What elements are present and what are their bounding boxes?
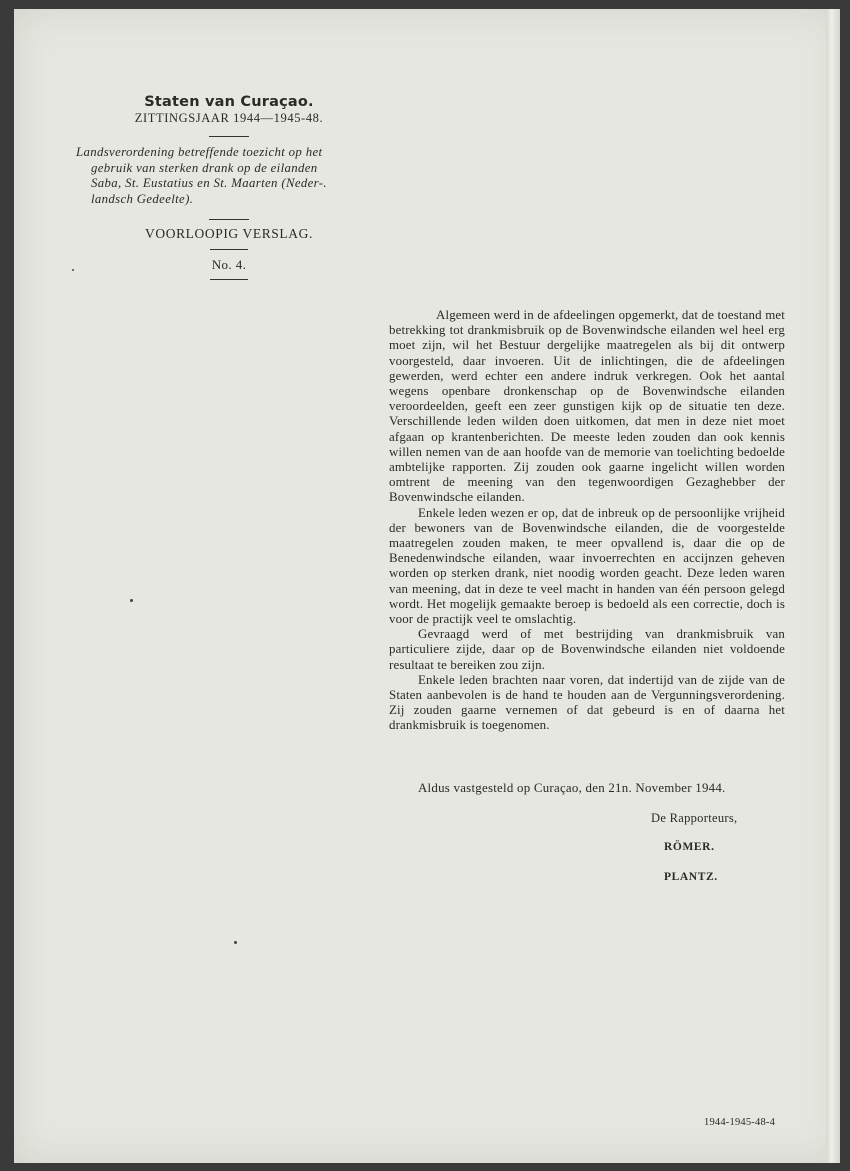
body-paragraph: Algemeen werd in de afdeelingen opgemerkt, dat de toestand met betrekking tot drankmisbruik op de Bovenwindsche eilanden wel heel erg moet zijn, wil het Bestuur dergelijke maatregelen als bij dit ontwerp voorgesteld, daar invoeren. Uit de inlichtingen, die de afdeelingen gewerden, werd echter een andere indruk verkregen. Ook het aantal wegens openbare dronkenschap op de Bovenwindsche eilanden veroordeelden, geeft een zeer gunstigen kijk op de situatie ten deze. Verschillende leden wilden doen uitkomen, dat men in deze niet moet afgaan op krantenberichten. De meeste leden zouden dan ook kennis willen nemen van de aan hoofde van de memorie van toelichting bedoelde ambtelijke rapporten. Zij zouden ook gaarne ingelicht willen worden omtrent de meening van den tegenwoordigen Gezaghebber der Bovenwindsche eilanden. (389, 308, 785, 505)
document-header (74, 94, 384, 287)
adoption-statement: Aldus vastgesteld op Curaçao, den 21n. November 1944. (418, 781, 726, 795)
rapporteur-name: RÖMER. (664, 841, 715, 853)
report-body (389, 308, 785, 734)
subject-line: Saba, St. Eustatius en St. Maarten (Neder-. (91, 176, 327, 190)
report-number: No. 4. (211, 257, 247, 272)
paper-speck (234, 941, 237, 944)
body-paragraph: Enkele leden wezen er op, dat de inbreuk op de persoonlijke vrijheid der bewoners van de Bovenwindsche eilanden, die de voorgestelde maatregelen zouden maken, te meer opvallend is, daar die op de Benedenwindsche eilanden, waar invoerrechten en accijnzen geheven worden op sterken drank, niet noodig worden geacht. Deze leden waren van meening, dat in deze te veel macht in handen van één persoon gelegd wordt. Het mogelijk gemaakte beroep is bedoeld als een correctie, doch is voor de practijk veel te omslachtig. (389, 505, 785, 627)
header-title: Staten van Curaçao. (144, 94, 314, 110)
subject-line: gebruik van sterken drank op de eilanden (91, 160, 318, 175)
session-year: ZITTINGSJAAR 1944—1945-48. (134, 111, 324, 125)
divider (209, 136, 249, 137)
document-page (14, 9, 840, 1163)
subject-line: Landsverordening betreffende toezicht op het (76, 145, 323, 159)
rapporteurs-label: De Rapporteurs, (651, 811, 738, 825)
paper-speck (72, 269, 74, 271)
report-title: VOORLOOPIG VERSLAG. (145, 226, 313, 241)
subject-line: landsch Gedeelte). (91, 191, 194, 206)
paper-edge (826, 9, 840, 1163)
paper-speck (130, 599, 133, 602)
subject-block (74, 145, 384, 207)
document-reference: 1944-1945-48-4 (704, 1117, 776, 1128)
body-paragraph: Enkele leden brachten naar voren, dat indertijd van de zijde van de Staten aanbevolen is de hand te houden aan de Vergunningsverordening. Zij zouden gaarne vernemen of dat gebeurd is en of daarna het drankmisbruik is toegenomen. (389, 672, 785, 733)
divider (209, 219, 249, 220)
divider (210, 249, 248, 250)
divider (210, 279, 248, 280)
rapporteur-name: PLANTZ. (664, 871, 718, 883)
body-paragraph: Gevraagd werd of met bestrijding van drankmisbruik van particuliere zijde, daar op de Bovenwindsche eilanden niet voldoende resultaat te bereiken zou zijn. (389, 627, 785, 672)
